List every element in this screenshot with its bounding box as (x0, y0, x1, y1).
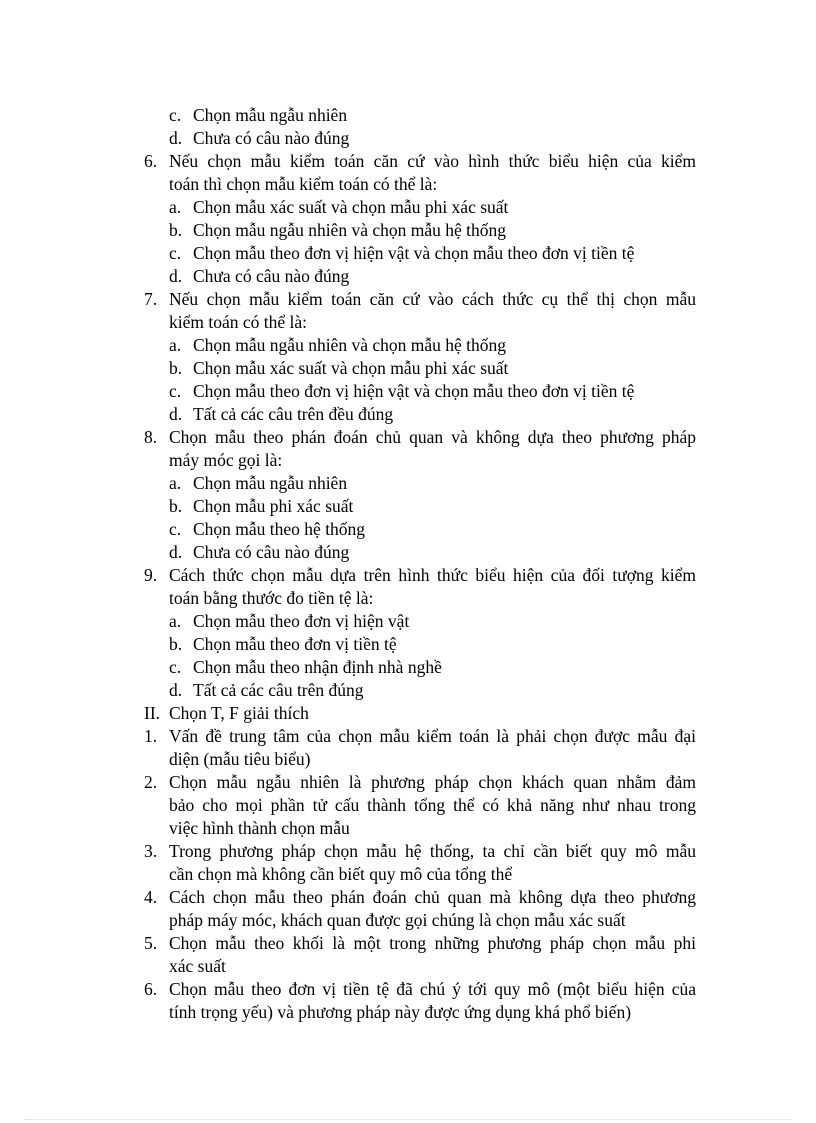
option-text: Chọn mẫu theo hệ thống (193, 519, 366, 539)
option-letter: a. (169, 335, 182, 355)
question-number: II. (144, 703, 161, 723)
question-text: cần chọn mà không cần biết quy mô của tổng thể (169, 864, 513, 884)
answer-option (0, 472, 816, 495)
option-letter: a. (169, 197, 182, 217)
option-text: Chọn mẫu xác suất và chọn mẫu phi xác suất (193, 197, 509, 217)
option-letter: a. (169, 611, 182, 631)
answer-option (0, 541, 816, 564)
question-line (0, 702, 816, 725)
question-text: Cách thức chọn mẫu dựa trên hình thức biểu hiện của đối tượng kiểm (169, 565, 696, 585)
option-text: Chọn mẫu xác suất và chọn mẫu phi xác suất (193, 358, 509, 378)
answer-option (0, 518, 816, 541)
question-number: 7. (144, 289, 158, 309)
question-line (0, 426, 816, 449)
question-line (0, 564, 816, 587)
question-continuation (0, 748, 816, 771)
option-text: Chọn mẫu ngẫu nhiên và chọn mẫu hệ thống (193, 335, 506, 355)
option-text: Chọn mẫu theo đơn vị hiện vật (193, 611, 410, 631)
answer-option (0, 357, 816, 380)
question-number: 2. (144, 772, 158, 792)
question-text: toán thì chọn mẫu kiểm toán có thể là: (169, 174, 438, 194)
question-continuation (0, 311, 816, 334)
question-number: 5. (144, 933, 158, 953)
question-text: Chọn mẫu theo đơn vị tiền tệ đã chú ý tới quy mô (một biểu hiện của (169, 979, 696, 999)
question-line (0, 771, 816, 794)
option-letter: d. (169, 128, 183, 148)
question-line (0, 725, 816, 748)
option-letter: c. (169, 519, 182, 539)
option-letter: b. (169, 220, 183, 240)
question-continuation (0, 863, 816, 886)
option-letter: d. (169, 542, 183, 562)
question-text: Cách chọn mẫu theo phán đoán chủ quan mà không dựa theo phương (169, 887, 696, 907)
answer-option (0, 403, 816, 426)
option-text: Chưa có câu nào đúng (193, 542, 350, 562)
question-text: Nếu chọn mẫu kiểm toán căn cứ vào cách thức cụ thể thị chọn mẫu (169, 289, 696, 309)
answer-option (0, 242, 816, 265)
question-continuation (0, 794, 816, 817)
question-number: 6. (144, 151, 158, 171)
page-bottom-divider (24, 1119, 792, 1120)
option-text: Chọn mẫu theo đơn vị hiện vật và chọn mẫu theo đơn vị tiền tệ (193, 243, 635, 263)
option-letter: c. (169, 381, 182, 401)
question-text: Chọn mẫu theo phán đoán chủ quan và không dựa theo phương pháp (169, 427, 696, 447)
option-letter: a. (169, 473, 182, 493)
question-text: việc hình thành chọn mẫu (169, 818, 350, 838)
option-letter: d. (169, 404, 183, 424)
answer-option (0, 334, 816, 357)
answer-option (0, 610, 816, 633)
question-number: 6. (144, 979, 158, 999)
option-text: Tất cả các câu trên đúng (193, 680, 364, 700)
question-text: diện (mẫu tiêu biểu) (169, 749, 311, 769)
question-line (0, 886, 816, 909)
option-text: Chọn mẫu phi xác suất (193, 496, 354, 516)
option-letter: b. (169, 496, 183, 516)
question-text: bảo cho mọi phần tử cấu thành tổng thể có khả năng như nhau trong (169, 795, 696, 815)
question-text: kiểm toán có thể là: (169, 312, 308, 332)
question-text: Vấn đề trung tâm của chọn mẫu kiểm toán là phải chọn được mẫu đại (169, 726, 696, 746)
option-text: Chọn mẫu theo đơn vị tiền tệ (193, 634, 397, 654)
question-text: máy móc gọi là: (169, 450, 283, 470)
answer-option (0, 633, 816, 656)
question-text: Chọn mẫu ngẫu nhiên là phương pháp chọn khách quan nhằm đảm (169, 772, 696, 792)
question-text: Trong phương pháp chọn mẫu hệ thống, ta chỉ cần biết quy mô mẫu (169, 841, 696, 861)
question-text: Nếu chọn mẫu kiểm toán căn cứ vào hình thức biểu hiện của kiểm (169, 151, 696, 171)
option-text: Chọn mẫu ngẫu nhiên (193, 105, 348, 125)
question-continuation (0, 449, 816, 472)
question-line (0, 288, 816, 311)
question-text: tính trọng yếu) và phương pháp này được ứng dụng khá phổ biến) (169, 1002, 632, 1022)
question-line (0, 978, 816, 1001)
question-continuation (0, 817, 816, 840)
question-text: Chọn T, F giải thích (169, 703, 309, 723)
question-continuation (0, 587, 816, 610)
answer-option (0, 196, 816, 219)
option-letter: b. (169, 358, 183, 378)
question-line (0, 932, 816, 955)
question-line (0, 840, 816, 863)
question-text: toán bằng thước đo tiền tệ là: (169, 588, 374, 608)
answer-option (0, 679, 816, 702)
option-letter: d. (169, 680, 183, 700)
option-text: Chưa có câu nào đúng (193, 128, 350, 148)
question-text: xác suất (169, 956, 226, 976)
question-continuation (0, 909, 816, 932)
answer-option (0, 495, 816, 518)
question-text: Chọn mẫu theo khối là một trong những phương pháp chọn mẫu phi (169, 933, 696, 953)
answer-option (0, 656, 816, 679)
answer-option (0, 380, 816, 403)
answer-option (0, 265, 816, 288)
question-number: 9. (144, 565, 158, 585)
answer-option (0, 219, 816, 242)
option-text: Tất cả các câu trên đều đúng (193, 404, 394, 424)
question-continuation (0, 1001, 816, 1024)
option-letter: d. (169, 266, 183, 286)
option-text: Chọn mẫu ngẫu nhiên và chọn mẫu hệ thống (193, 220, 506, 240)
option-letter: c. (169, 657, 182, 677)
question-number: 4. (144, 887, 158, 907)
option-text: Chọn mẫu theo đơn vị hiện vật và chọn mẫu theo đơn vị tiền tệ (193, 381, 635, 401)
question-number: 3. (144, 841, 158, 861)
question-continuation (0, 173, 816, 196)
question-text: pháp máy móc, khách quan được gọi chúng là chọn mẫu xác suất (169, 910, 626, 930)
question-number: 1. (144, 726, 158, 746)
option-text: Chọn mẫu ngẫu nhiên (193, 473, 348, 493)
question-line (0, 150, 816, 173)
question-number: 8. (144, 427, 158, 447)
answer-option (0, 127, 816, 150)
answer-option (0, 104, 816, 127)
option-letter: c. (169, 105, 182, 125)
option-letter: b. (169, 634, 183, 654)
document-page (0, 104, 816, 1024)
option-text: Chưa có câu nào đúng (193, 266, 350, 286)
option-text: Chọn mẫu theo nhận định nhà nghề (193, 657, 442, 677)
question-continuation (0, 955, 816, 978)
option-letter: c. (169, 243, 182, 263)
